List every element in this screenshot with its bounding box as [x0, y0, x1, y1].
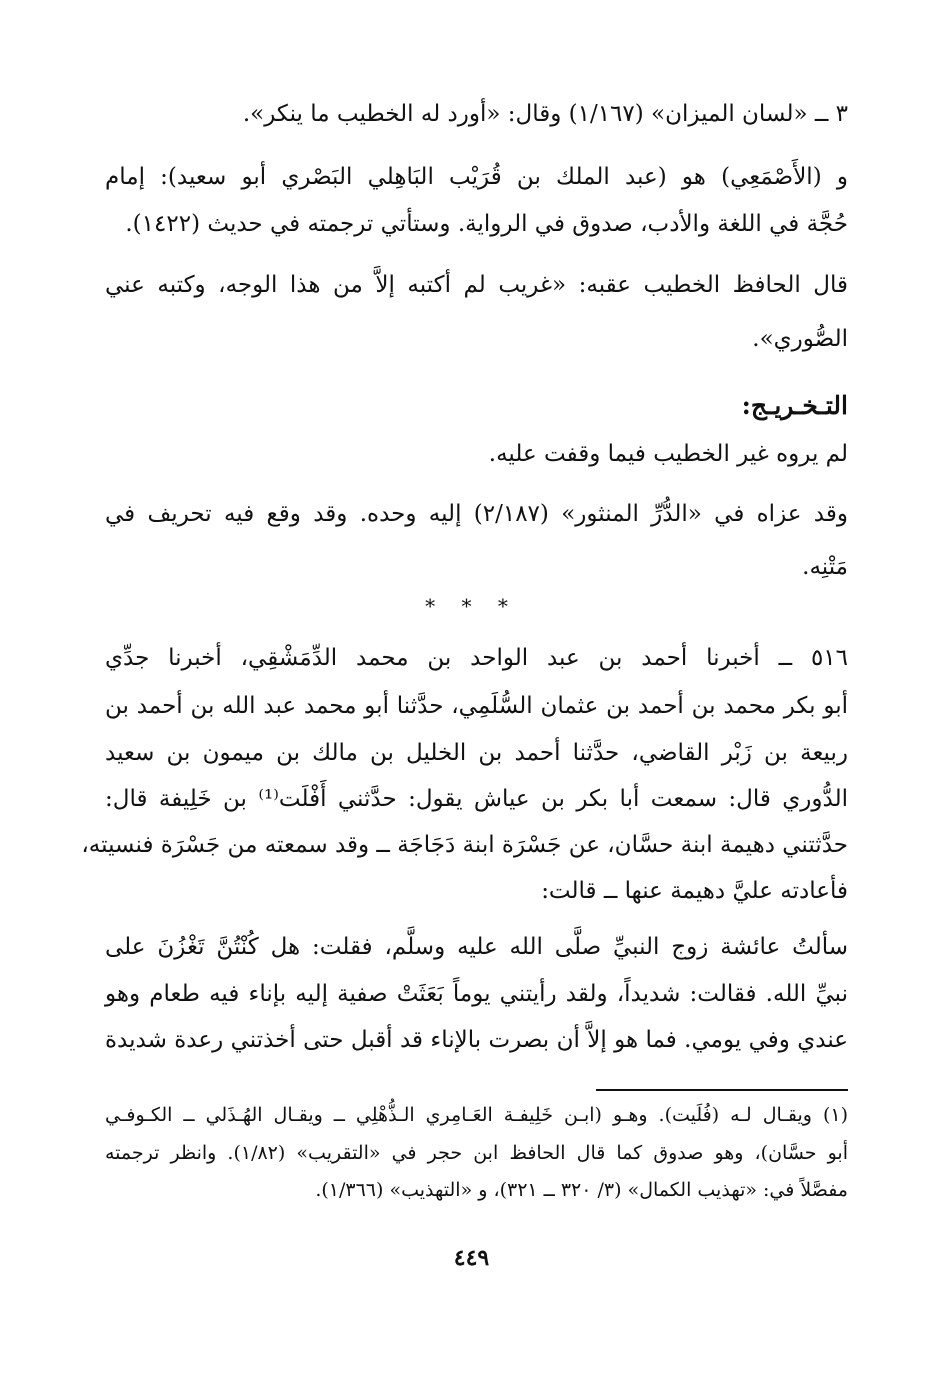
hadith-516-line-6: فأعادته عليَّ دهيمة عنها ــ قالت: [541, 878, 848, 904]
footnote-separator [596, 1089, 848, 1091]
khatib-comment-line-2: الصُّوري». [752, 326, 848, 352]
khatib-comment-line-1: قال الحافظ الخطيب عقبه: «غريب لم أكتبه إلاَّ من هذا الوجه، وكتبه عني [105, 272, 848, 298]
hadith-516-line-3: ربيعة بن زَبْر القاضي، حدَّثنا أحمد بن الخليل بن مالك بن ميمون بن سعيد [105, 740, 848, 766]
hadith-516-line-4: الدُّوري قال: سمعت أبا بكر بن عياش يقول: حدَّثني أَفْلَت⁽¹⁾ بن خَلِيفة قال: [105, 786, 848, 812]
footnote-1-line-3: مفصَّلاً في: «تهذيب الكمال» (٣/ ٣٢٠ ــ ٣٢١)، و «التهذيب» (١/٣٦٦). [315, 1179, 848, 1201]
takhrij-line-2: وقد عزاه في «الدُّرِّ المنثور» (٢/١٨٧) إليه وحده. وقد وقع فيه تحريف في [105, 501, 848, 527]
footnote-1-line-2: أبو حسَّان)، وهو صدوق كما قال الحافظ ابن حجر في «التقريب» (١/٨٢). وانظر ترجمته [105, 1142, 848, 1164]
hadith-matn-line-2: نبيِّ الله. فقالت: شديداً، ولقد رأيتني يوماً بَعَثَتْ صفية إليه بإناء فيه طعام وهو [105, 981, 848, 1007]
hadith-matn-line-1: سألتُ عائشة زوج النبيِّ صلَّى الله عليه وسلَّم، فقلت: هل كُنْتُنَّ تَغْزُنَ على [105, 934, 848, 960]
takhrij-heading: التـخـريـج: [741, 391, 848, 420]
asmai-bio-line-2: حُجَّة في اللغة والأدب، صدوق في الرواية. وستأتي ترجمته في حديث (١٤٢٢). [125, 211, 848, 237]
page-number: ٤٤٩ [453, 1245, 490, 1271]
takhrij-line-1: لم يروه غير الخطيب فيما وقفت عليه. [488, 441, 848, 467]
section-separator: * * * [425, 594, 518, 618]
note-3-line: ٣ ــ «لسان الميزان» (١/١٦٧) وقال: «أورد له الخطيب ما ينكر». [242, 101, 848, 127]
hadith-matn-line-3: عندي وفي يومي. فما هو إلاَّ أن بصرت بالإناء قد أقبل حتى أخذتني رعدة شديدة [105, 1027, 848, 1053]
hadith-516-line-5: حدَّثتني دهيمة ابنة حسَّان، عن جَسْرَة ابنة دَجَاجَة ــ وقد سمعته من جَسْرَة فنسيته، [81, 832, 848, 858]
footnote-1-line-1: (١) ويقـال لـه (فُلَيت). وهـو (ابـن خَلِيفـة العَـامِري الـذُّهْلِي ــ ويقـال الهُـذَلي ــ الكـوفـي [105, 1104, 849, 1126]
hadith-516-line-1: ٥١٦ ــ أخبرنا أحمد بن عبد الواحد بن محمد الدِّمَشْقِي، أخبرنا جدِّي [105, 645, 848, 671]
asmai-bio-line-1: و (الأَصْمَعِي) هو (عبد الملك بن قُرَيْب البَاهِلي البَصْري أبو سعيد): إمام [105, 164, 848, 190]
takhrij-line-3: مَتْنِه. [802, 554, 848, 580]
hadith-516-line-2: أبو بكر محمد بن أحمد بن عثمان السُّلَمِي، حدَّثنا أبو محمد عبد الله بن أحمد بن [105, 693, 848, 719]
